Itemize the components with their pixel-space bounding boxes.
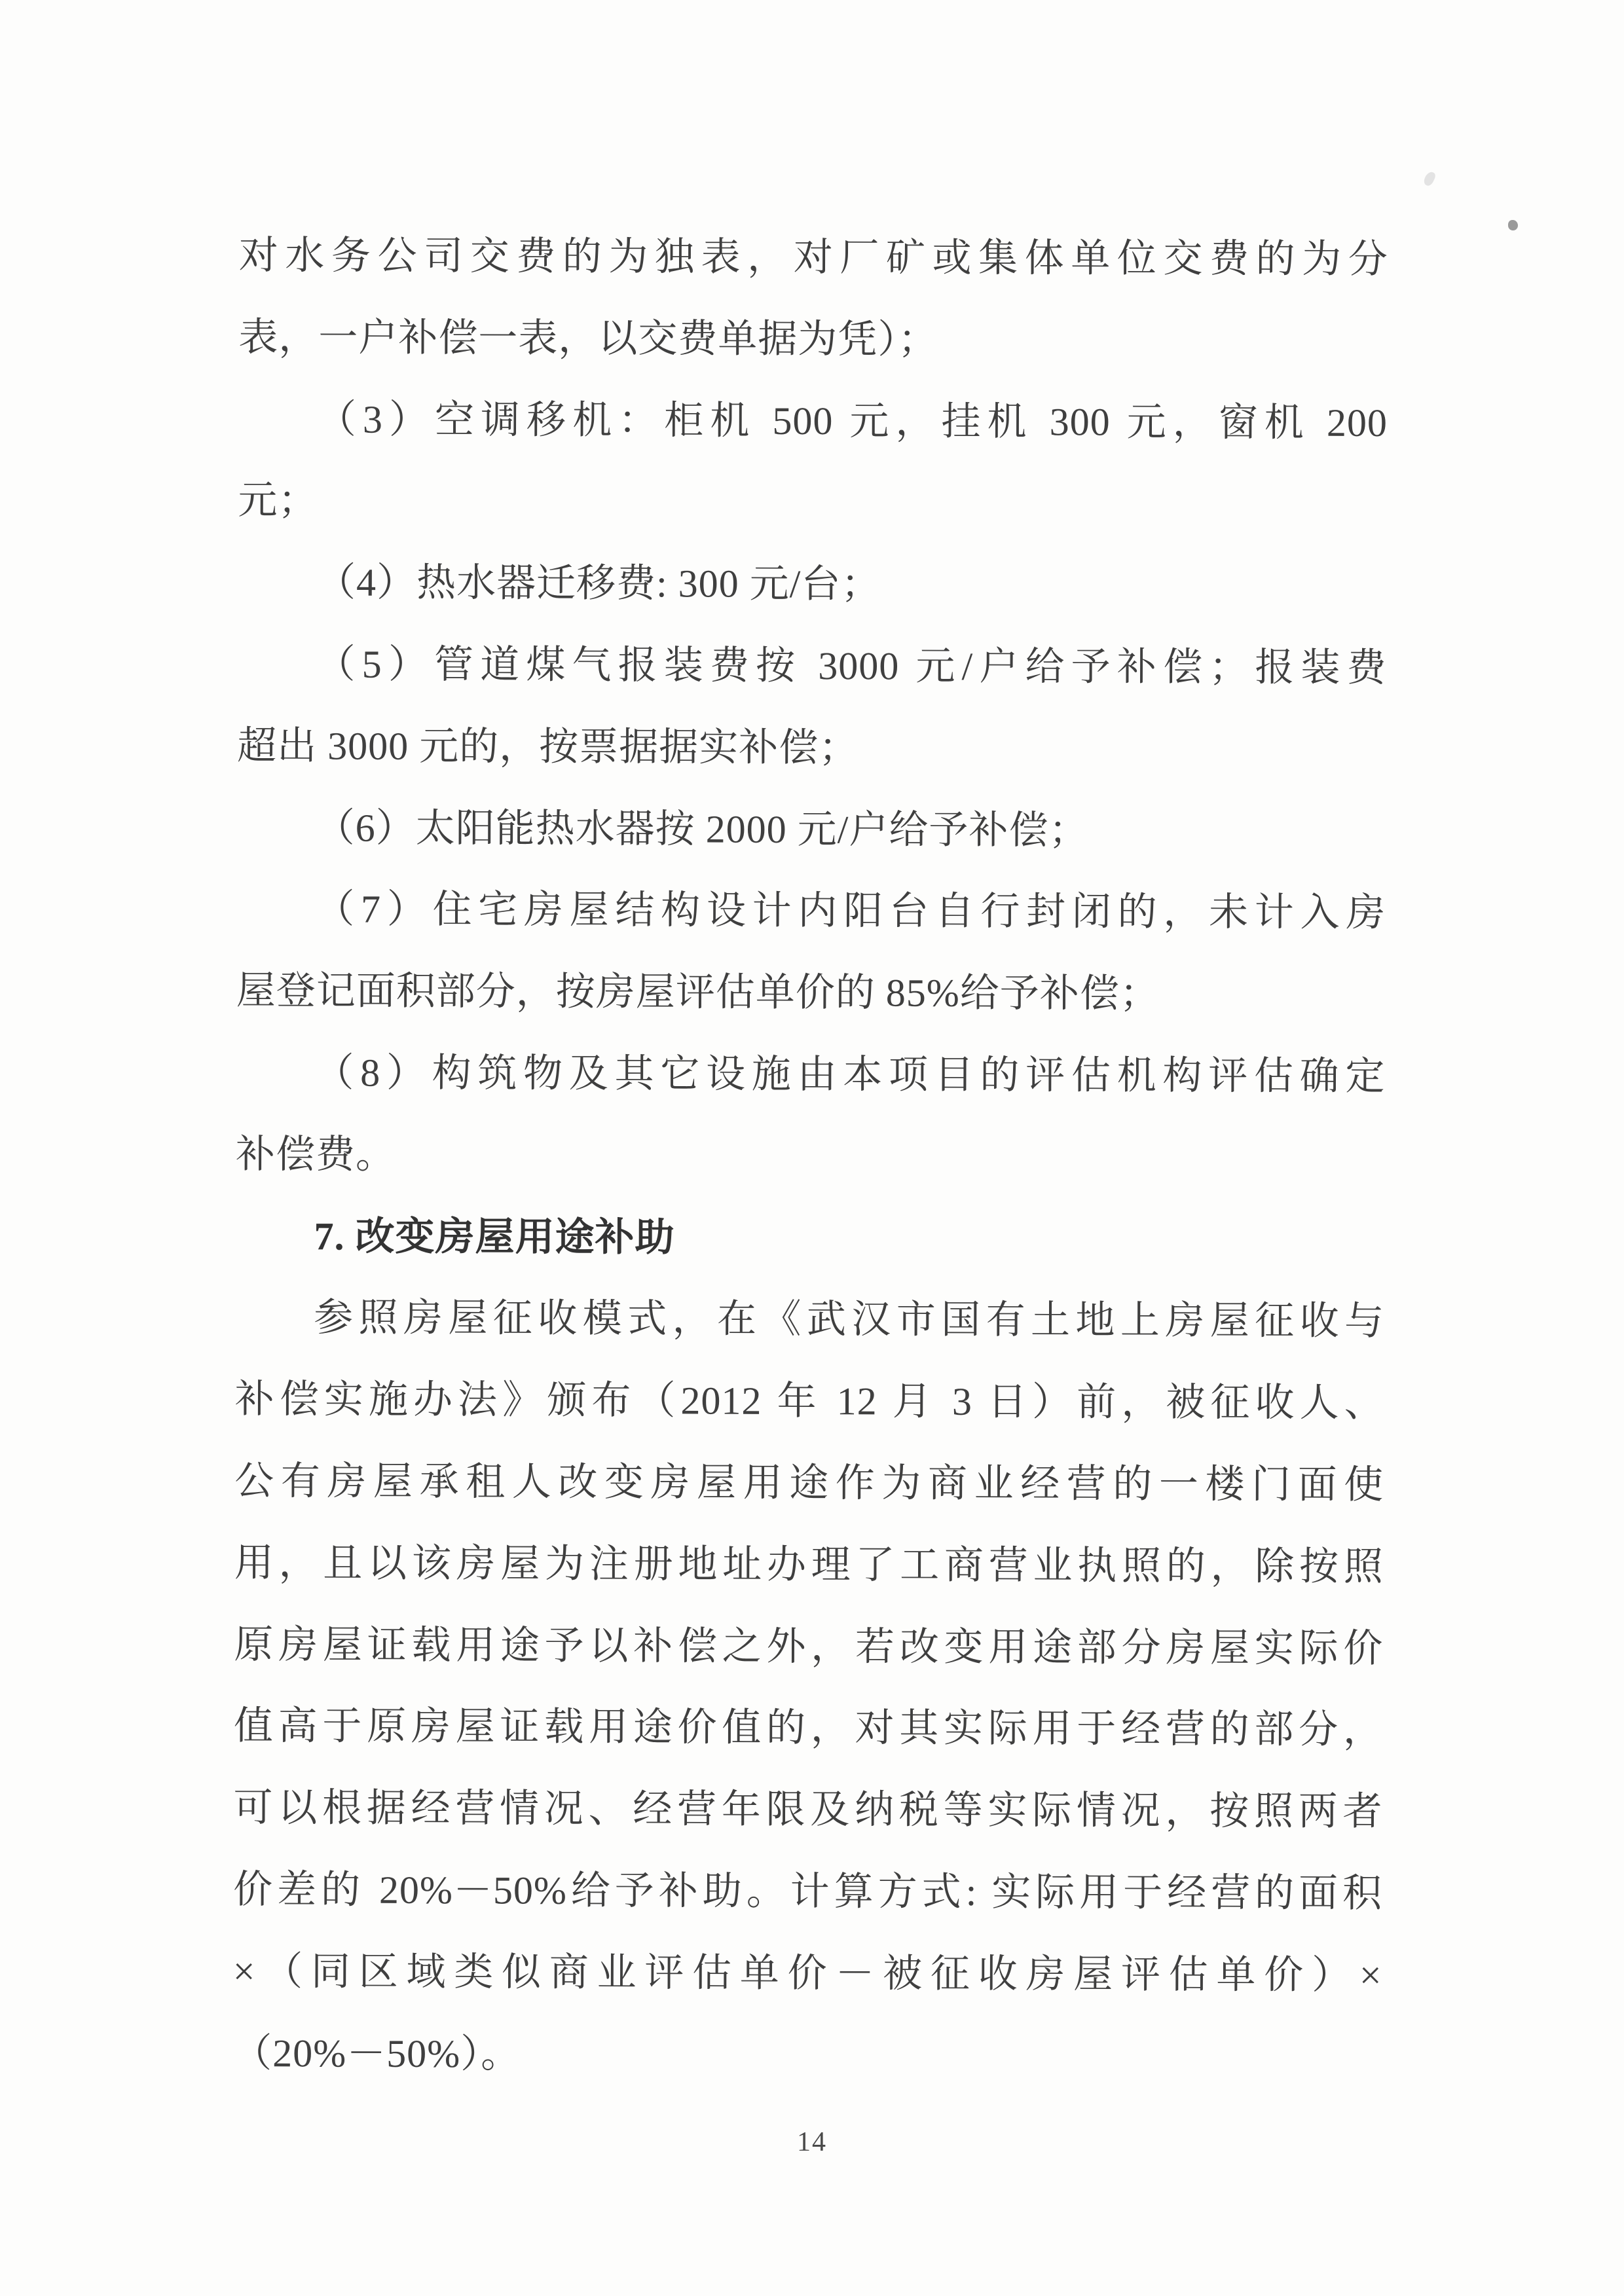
document-line: 补偿实施办法》颁布（2012 年 12 月 3 日）前，被征收人、 (234, 1377, 1384, 1425)
document-body (232, 215, 1388, 2098)
document-line: （8）构筑物及其它设施由本项目的评估机构评估确定 (314, 1051, 1386, 1099)
section-heading: 7. 改变房屋用途补助 (314, 1214, 675, 1259)
document-line: 原房屋证载用途予以补偿之外，若改变用途部分房屋实际价 (234, 1622, 1384, 1670)
document-line: （6）太阳能热水器按 2000 元/户给予补偿； (315, 805, 1089, 852)
document-line: ×（同区域类似商业评估单价－被征收房屋评估单价）× (232, 1949, 1382, 1997)
document-line: （3）空调移机：柜机 500 元，挂机 300 元，窗机 200 (316, 397, 1388, 445)
document-line: 参照房屋征收模式，在《武汉市国有土地上房屋征收与 (314, 1296, 1385, 1343)
document-line: （7）住宅房屋结构设计内阳台自行封闭的，未计入房 (315, 887, 1386, 935)
document-line: 值高于原房屋证载用途价值的，对其实际用于经营的部分， (233, 1704, 1384, 1752)
document-line: 对水务公司交费的为独表，对厂矿或集体单位交费的为分 (238, 233, 1388, 282)
scan-speck-icon (1422, 170, 1437, 187)
document-line: 用，且以该房屋为注册地址办理了工商营业执照的，除按照 (234, 1540, 1384, 1588)
document-line: 表，一户补偿一表，以交费单据为凭）； (238, 315, 938, 361)
document-line: （20%－50%）。 (232, 2031, 521, 2076)
document-line: 补偿费。 (235, 1132, 396, 1176)
document-line: 价差的 20%－50%给予补助。计算方式: 实际用于经营的面积 (232, 1867, 1383, 1916)
page-number: 14 (797, 2127, 827, 2157)
document-line: 超出 3000 元的，按票据据实补偿； (237, 723, 859, 770)
document-line: 屋登记面积部分，按房屋评估单价的 85%给予补偿； (236, 969, 1160, 1016)
document-line: （5）管道煤气报装费按 3000 元/户给予补偿；报装费 (316, 642, 1387, 690)
scan-speck-icon (1508, 220, 1518, 230)
document-line: （4）热水器迁移费: 300 元/台； (316, 560, 881, 606)
document-line: 公有房屋承租人改变房屋用途作为商业经营的一楼门面使 (234, 1459, 1384, 1507)
document-line: 元； (238, 479, 318, 522)
document-line: 可以根据经营情况、经营年限及纳税等实际情况，按照两者 (233, 1786, 1383, 1834)
